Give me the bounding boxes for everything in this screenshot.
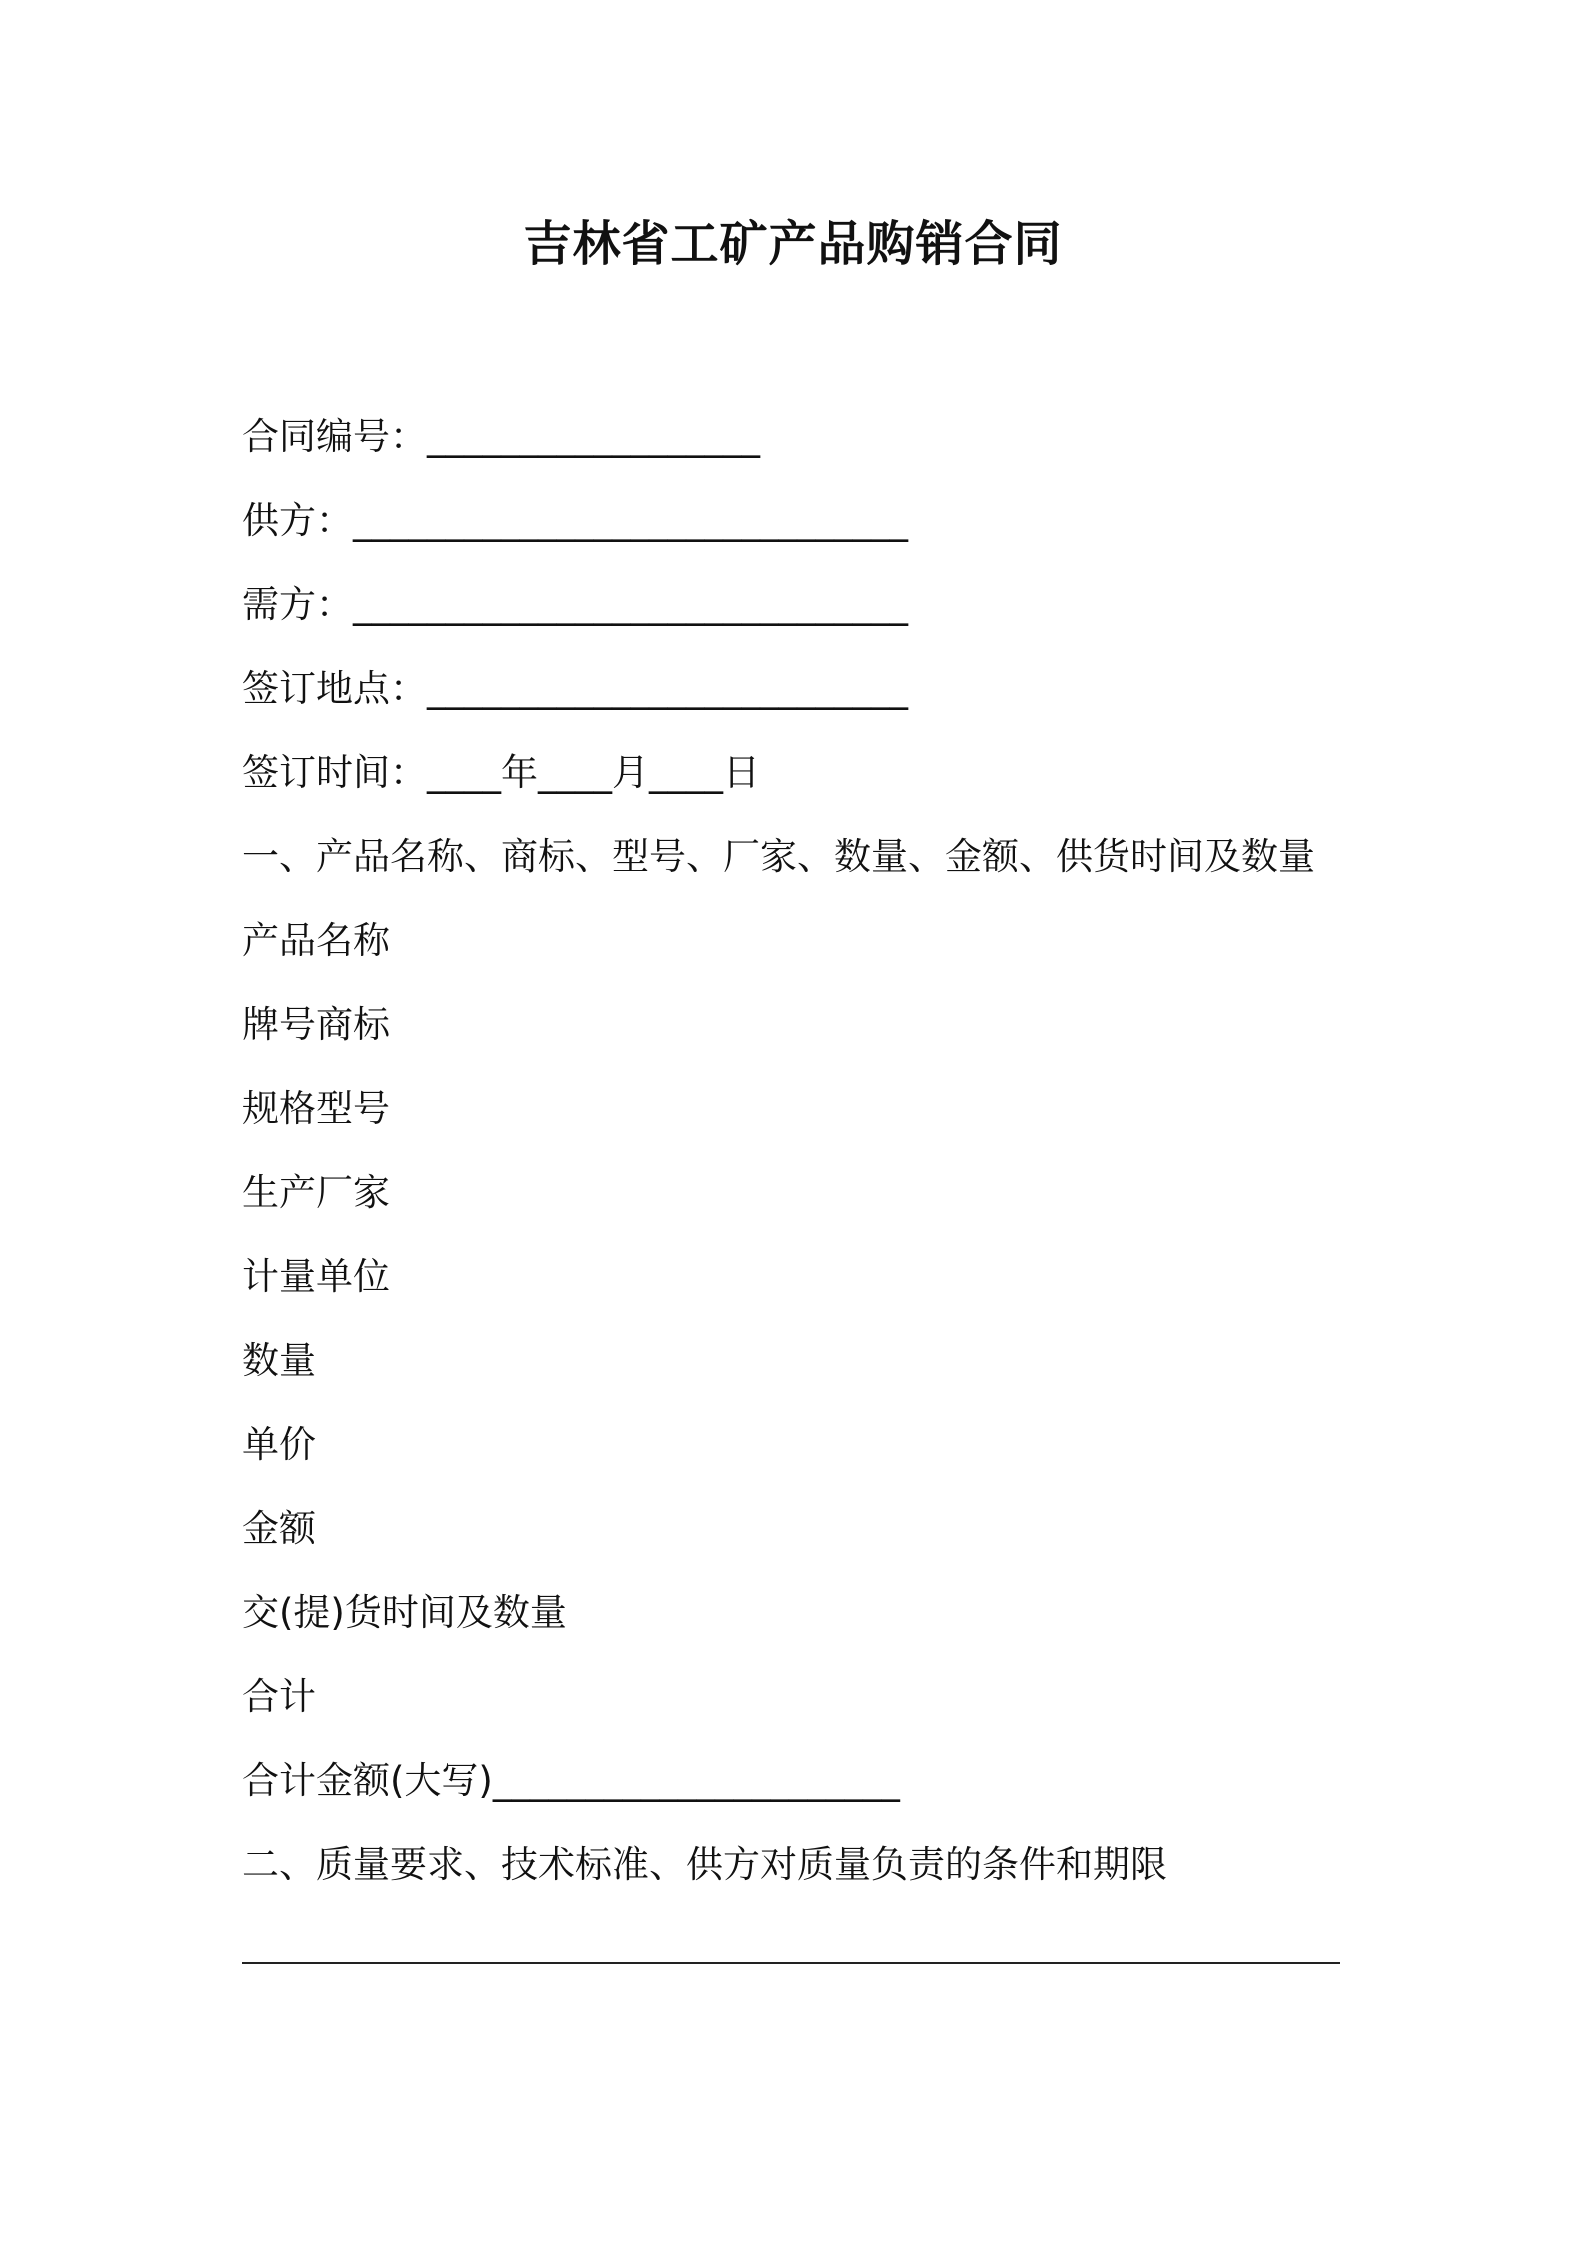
buyer-field: 需方：______________________________ xyxy=(242,583,908,626)
section-1-heading: 一、产品名称、商标、型号、厂家、数量、金额、供货时间及数量 xyxy=(242,835,1315,878)
field-spec-model: 规格型号 xyxy=(242,1087,390,1130)
field-brand-trademark: 牌号商标 xyxy=(242,1003,390,1046)
supplier-field: 供方：______________________________ xyxy=(242,499,908,542)
field-unit: 计量单位 xyxy=(242,1255,390,1298)
sign-time-field: 签订时间：____年____月____日 xyxy=(242,751,760,794)
field-quantity: 数量 xyxy=(242,1339,316,1382)
field-unit-price: 单价 xyxy=(242,1423,316,1466)
contract-number-field: 合同编号：__________________ xyxy=(242,415,760,458)
field-amount: 金额 xyxy=(242,1507,316,1550)
field-product-name: 产品名称 xyxy=(242,919,390,962)
total-amount-field: 合计金额(大写)______________________ xyxy=(242,1759,900,1802)
field-delivery-time: 交(提)货时间及数量 xyxy=(242,1591,567,1634)
blank-fill-line xyxy=(242,1962,1340,1964)
sign-place-field: 签订地点：__________________________ xyxy=(242,667,908,710)
field-total: 合计 xyxy=(242,1675,316,1718)
section-2-heading: 二、质量要求、技术标准、供方对质量负责的条件和期限 xyxy=(242,1843,1167,1886)
document-title: 吉林省工矿产品购销合同 xyxy=(523,216,1063,272)
field-manufacturer: 生产厂家 xyxy=(242,1171,390,1214)
